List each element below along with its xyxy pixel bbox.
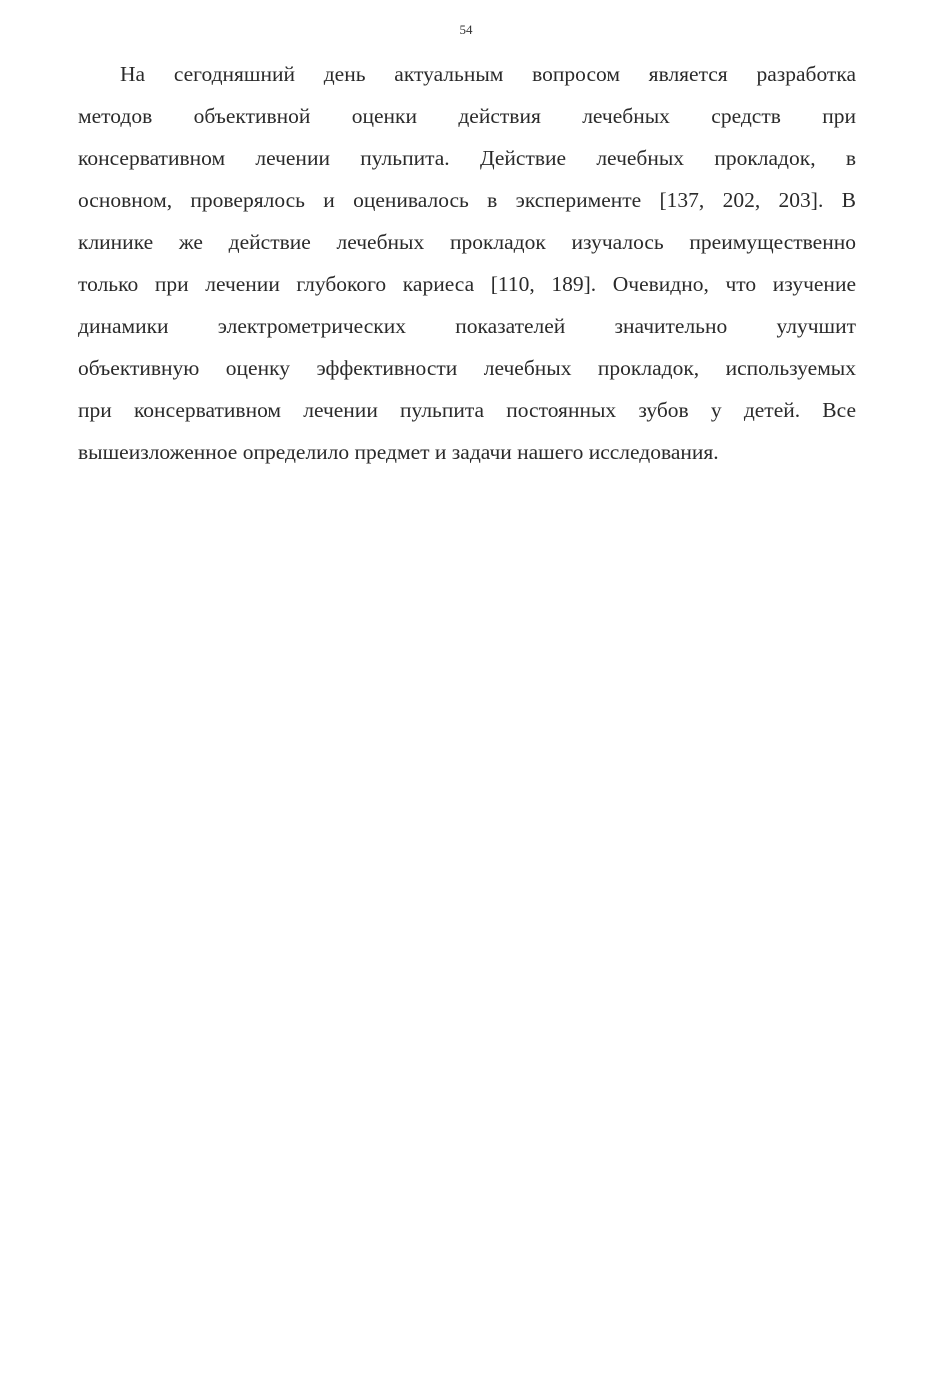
paragraph-line: методов объективной оценки действия лечебных средств при: [78, 104, 856, 128]
paragraph-line: клинике же действие лечебных прокладок изучалось преимущественно: [78, 230, 856, 254]
paragraph-line: динамики электрометрических показателей значительно улучшит: [78, 314, 856, 338]
paragraph-line: основном, проверялось и оценивалось в эксперименте [137, 202, 203]. В: [78, 188, 856, 212]
paragraph-line: На сегодняшний день актуальным вопросом является разработка: [120, 62, 856, 86]
paragraph-line: при консервативном лечении пульпита постоянных зубов у детей. Все: [78, 398, 856, 422]
paragraph-line: консервативном лечении пульпита. Действие лечебных прокладок, в: [78, 146, 856, 170]
page-number: 54: [459, 22, 473, 37]
body-paragraph: [78, 58, 856, 478]
paragraph-line: только при лечении глубокого кариеса [110, 189]. Очевидно, что изучение: [78, 272, 856, 296]
paragraph-line: вышеизложенное определило предмет и задачи нашего исследования.: [78, 440, 719, 464]
paragraph-line: объективную оценку эффективности лечебных прокладок, используемых: [78, 356, 856, 380]
